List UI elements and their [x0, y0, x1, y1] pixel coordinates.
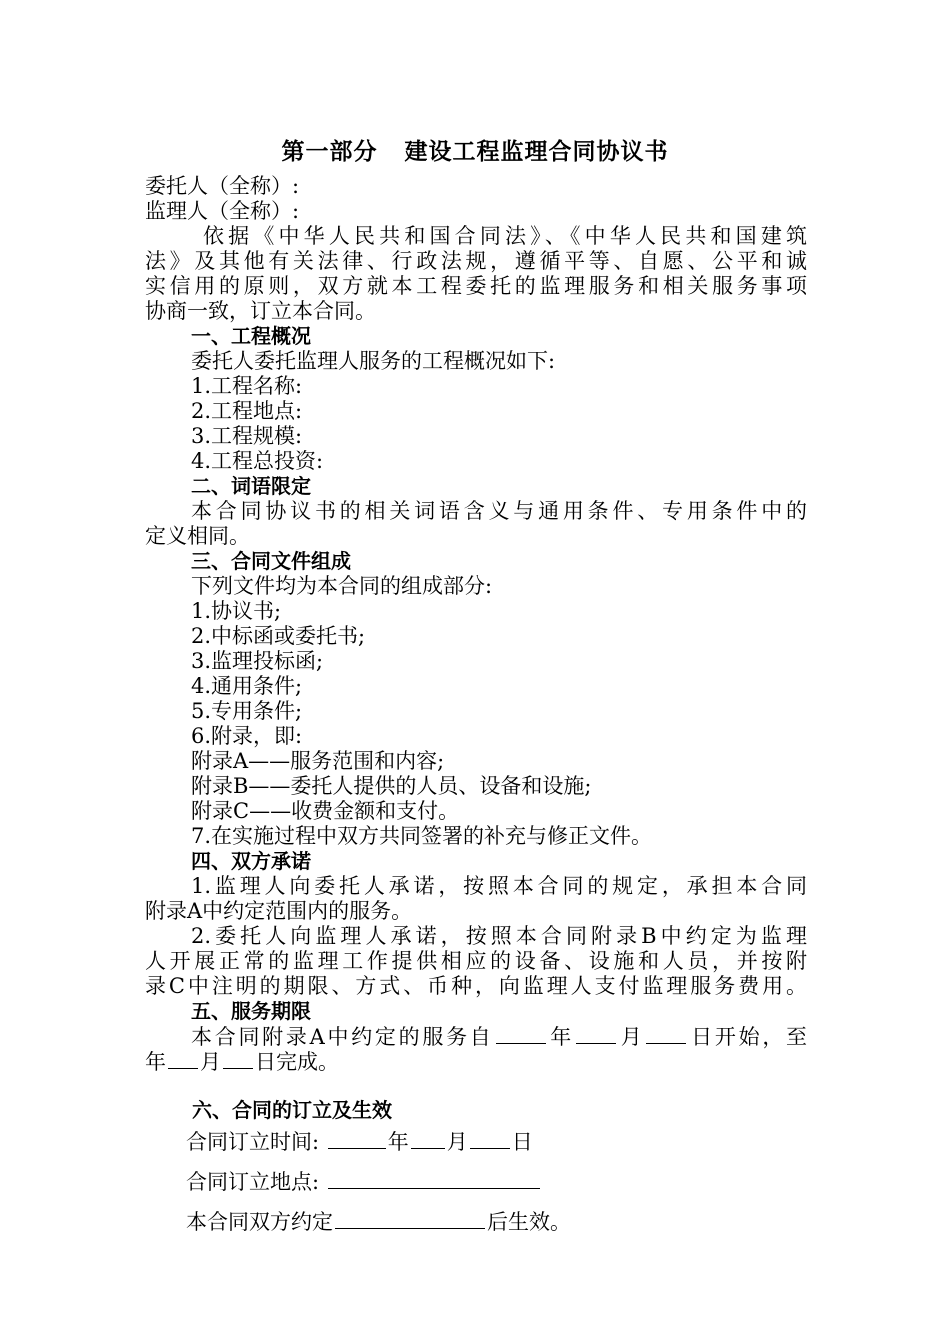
- month-label: 月: [200, 1050, 221, 1074]
- list-item: 1.工程名称:: [191, 374, 303, 398]
- section-text: 2.委托人向监理人承诺，按照本合同附录B中约定为监理: [191, 924, 807, 948]
- start-year-blank[interactable]: [496, 1024, 546, 1044]
- signing-place-row: [186, 1162, 786, 1202]
- year-label: 年: [547, 1025, 574, 1049]
- signing-day-blank[interactable]: [470, 1129, 510, 1149]
- list-item: 附录C——收费金额和支付。: [191, 799, 460, 823]
- signing-section: [186, 1094, 786, 1242]
- signing-place-blank[interactable]: [328, 1169, 540, 1189]
- service-period-line: [145, 1049, 807, 1074]
- section-text: 人开展正常的监理工作提供相应的设备、设施和人员，并按附: [145, 949, 807, 973]
- intro-line: 依据《中华人民共和国合同法》、《中华人民共和国建筑: [203, 224, 807, 248]
- service-period-text: 日完成。: [255, 1050, 339, 1074]
- year-label: 年: [387, 1130, 409, 1154]
- section-text: 录C中注明的期限、方式、币种，向监理人支付监理服务费用。: [145, 974, 807, 998]
- intro-line: 实信用的原则，双方就本工程委托的监理服务和相关服务事项: [145, 274, 807, 298]
- list-item: 4.工程总投资:: [191, 449, 324, 473]
- list-item: 6.附录，即:: [191, 724, 303, 748]
- intro-line: 法》及其他有关法律、行政法规，遵循平等、自愿、公平和诚: [145, 249, 807, 273]
- start-day-blank[interactable]: [646, 1024, 686, 1044]
- effective-text: 本合同双方约定: [186, 1210, 333, 1234]
- section-heading: 六、合同的订立及生效: [192, 1098, 392, 1122]
- service-period-text: 本合同附录A中约定的服务自: [191, 1025, 494, 1049]
- effective-condition-blank[interactable]: [335, 1209, 485, 1229]
- end-month-blank[interactable]: [168, 1049, 198, 1069]
- day-label: 日: [511, 1130, 533, 1154]
- signing-time-row: [186, 1122, 786, 1162]
- section-heading: 四、双方承诺: [191, 849, 311, 873]
- start-month-blank[interactable]: [576, 1024, 616, 1044]
- month-label: 月: [446, 1130, 468, 1154]
- section-text: 下列文件均为本合同的组成部分:: [191, 574, 493, 598]
- signing-year-blank[interactable]: [328, 1129, 386, 1149]
- signing-place-label: 合同订立地点:: [186, 1170, 320, 1194]
- list-item: 3.工程规模:: [191, 424, 303, 448]
- section-text: 本合同协议书的相关词语含义与通用条件、专用条件中的: [191, 499, 807, 523]
- section-heading: 二、词语限定: [191, 474, 311, 498]
- list-item: 2.工程地点:: [191, 399, 303, 423]
- section-heading: 五、服务期限: [191, 999, 311, 1023]
- section-text: 委托人委托监理人服务的工程概况如下:: [191, 349, 556, 373]
- signing-month-blank[interactable]: [411, 1129, 445, 1149]
- signing-time-label: 合同订立时间:: [186, 1130, 320, 1154]
- section-text: 1.监理人向委托人承诺，按照本合同的规定，承担本合同: [191, 874, 807, 898]
- list-item: 2.中标函或委托书;: [191, 624, 366, 648]
- list-item: 3.监理投标函;: [191, 649, 324, 673]
- list-item: 附录B——委托人提供的人员、设备和设施;: [191, 774, 592, 798]
- section-heading: 一、工程概况: [191, 324, 311, 348]
- list-item: 附录A——服务范围和内容;: [191, 749, 445, 773]
- section-heading: 三、合同文件组成: [191, 549, 351, 573]
- document-body: [145, 174, 807, 1074]
- end-day-blank[interactable]: [223, 1049, 253, 1069]
- year-label: 年: [145, 1050, 166, 1074]
- effective-text: 后生效。: [487, 1210, 571, 1234]
- list-item: 4.通用条件;: [191, 674, 303, 698]
- month-label: 月: [617, 1025, 645, 1049]
- list-item: 1.协议书;: [191, 599, 282, 623]
- intro-line: 协商一致，订立本合同。: [145, 299, 376, 323]
- list-item: 5.专用条件;: [191, 699, 303, 723]
- service-period-line: [145, 1024, 807, 1049]
- effective-row: [186, 1202, 786, 1242]
- section-text: 定义相同。: [145, 524, 250, 548]
- page-title: 第一部分 建设工程监理合同协议书: [281, 139, 669, 165]
- list-item: 7.在实施过程中双方共同签署的补充与修正文件。: [191, 824, 653, 848]
- supervisor-label: 监理人（全称）:: [145, 199, 300, 223]
- service-period-text: 日开始，至: [688, 1025, 808, 1049]
- section-text: 附录A中约定范围内的服务。: [145, 899, 413, 923]
- client-label: 委托人（全称）:: [145, 174, 300, 198]
